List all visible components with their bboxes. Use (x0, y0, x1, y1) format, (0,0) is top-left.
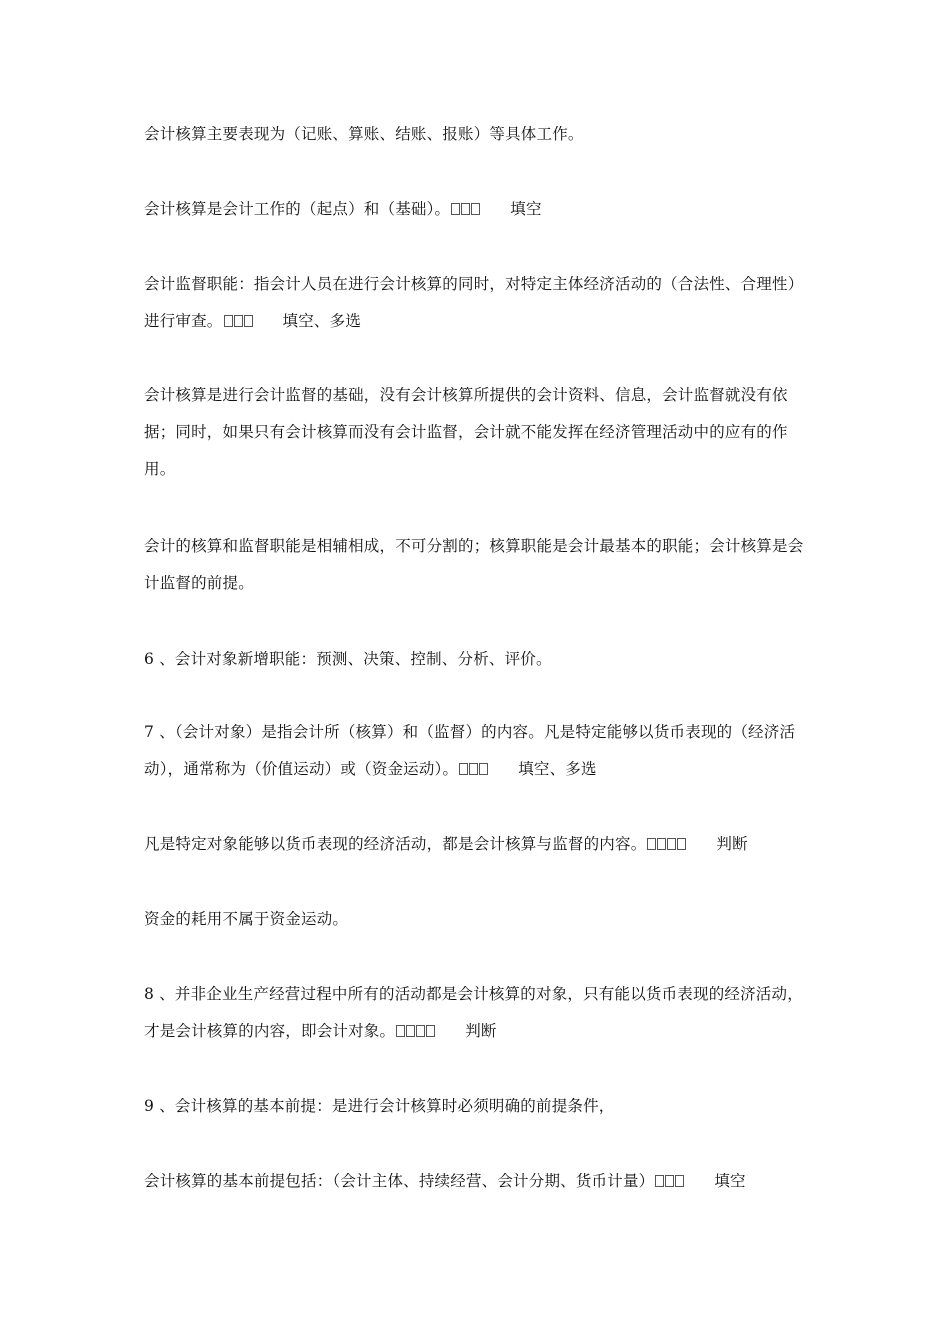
paragraph-text: 会计核算是进行会计监督的基础，没有会计核算所提供的会计资料、信息，会计监督就没有依据；同时，如果只有会计核算而没有会计监督，会计就不能发挥在经济管理活动中的应有的作用。 (144, 386, 788, 478)
paragraph-text: 会计核算是会计工作的（起点）和（基础）。 (144, 200, 451, 218)
missing-glyph-icon (665, 1175, 674, 1187)
paragraph-1 (144, 116, 810, 153)
question-type-tag: 判断 (465, 1022, 497, 1040)
paragraph-text: 7 、（会计对象）是指会计所（核算）和（监督）的内容。凡是特定能够以货币表现的（经济活动），通常称为（价值运动）或（资金运动）。 (144, 723, 796, 778)
paragraph-text: 会计核算的基本前提包括：（会计主体、持续经营、会计分期、货币计量） (144, 1172, 655, 1190)
missing-glyph-icon (461, 203, 470, 215)
paragraph-text: 9 、会计核算的基本前提：是进行会计核算时必须明确的前提条件， (144, 1097, 615, 1115)
missing-glyph-icon (655, 1175, 664, 1187)
missing-glyph-icon (426, 1025, 435, 1037)
paragraph-9 (144, 901, 810, 938)
question-type-tag: 填空 (510, 200, 542, 218)
missing-glyph-icon (657, 838, 666, 850)
missing-glyph-icon (451, 203, 460, 215)
question-type-tag: 填空、多选 (518, 760, 597, 778)
missing-glyph-icon (479, 763, 488, 775)
paragraph-2 (144, 191, 810, 228)
paragraph-7 (144, 714, 810, 788)
missing-glyph-icon (234, 315, 243, 327)
missing-glyph-icon (469, 763, 478, 775)
paragraph-6 (144, 641, 810, 678)
missing-glyph-icon (406, 1025, 415, 1037)
paragraph-5 (144, 528, 810, 602)
paragraph-text: 资金的耗用不属于资金运动。 (144, 910, 349, 928)
missing-glyph-icon (677, 838, 686, 850)
missing-glyph-icon (244, 315, 253, 327)
paragraph-text: 会计核算主要表现为（记账、算账、结账、报账）等具体工作。 (144, 125, 584, 143)
paragraph-4 (144, 377, 810, 488)
missing-glyph-icon (667, 838, 676, 850)
missing-glyph-icon (396, 1025, 405, 1037)
missing-glyph-icon (675, 1175, 684, 1187)
paragraph-text: 6 、会计对象新增职能：预测、决策、控制、分析、评价。 (144, 650, 552, 668)
paragraph-3 (144, 266, 810, 340)
missing-glyph-icon (224, 315, 233, 327)
paragraph-text: 8 、并非企业生产经营过程中所有的活动都是会计核算的对象，只有能以货币表现的经济活动，才是会计核算的内容，即会计对象。 (144, 985, 803, 1040)
paragraph-10 (144, 976, 810, 1050)
question-type-tag: 填空 (714, 1172, 746, 1190)
missing-glyph-icon (647, 838, 656, 850)
paragraph-text: 会计的核算和监督职能是相辅相成，不可分割的；核算职能是会计最基本的职能；会计核算是会计监督的前提。 (144, 537, 804, 592)
paragraph-text: 会计监督职能：指会计人员在进行会计核算的同时，对特定主体经济活动的（合法性、合理性）进行审查。 (144, 275, 804, 330)
question-type-tag: 判断 (716, 835, 748, 853)
paragraph-text: 凡是特定对象能够以货币表现的经济活动，都是会计核算与监督的内容。 (144, 835, 647, 853)
paragraph-12 (144, 1163, 810, 1200)
paragraph-11 (144, 1088, 810, 1125)
missing-glyph-icon (459, 763, 468, 775)
question-type-tag: 填空、多选 (282, 312, 362, 330)
missing-glyph-icon (416, 1025, 425, 1037)
missing-glyph-icon (471, 203, 480, 215)
paragraph-8 (144, 826, 810, 863)
